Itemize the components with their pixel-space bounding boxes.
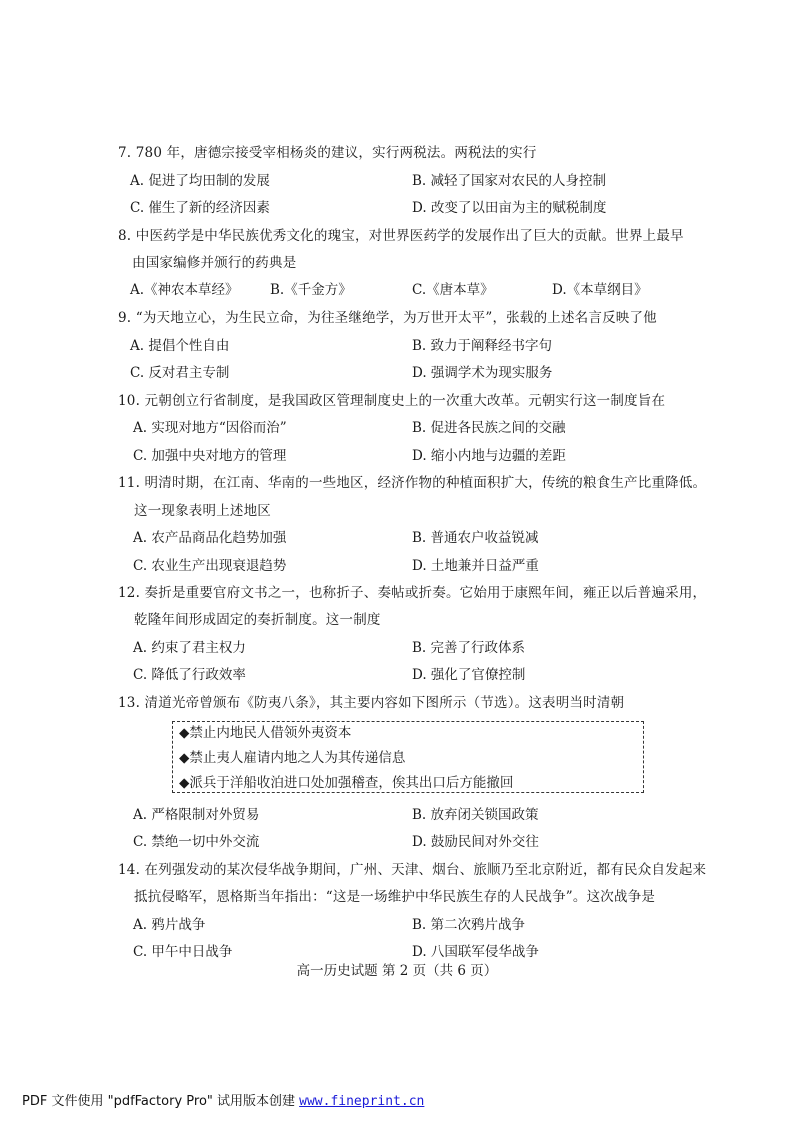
- question-8-option-a: A.《神农本草经》: [130, 282, 239, 298]
- question-11-stem-line-2: 这一现象表明上述地区: [134, 503, 271, 519]
- question-13-option-d: D. 鼓励民间对外交往: [412, 834, 539, 850]
- question-13-option-c: C. 禁绝一切中外交流: [133, 834, 260, 850]
- question-13-option-a: A. 严格限制对外贸易: [133, 807, 260, 823]
- question-7-option-c: C. 催生了新的经济因素: [130, 200, 270, 216]
- question-9-option-c: C. 反对君主专制: [130, 365, 230, 381]
- question-8-option-b: B.《千金方》: [270, 282, 352, 298]
- question-10-option-b: B. 促进各民族之间的交融: [412, 420, 566, 436]
- excerpt-line-1: ◆禁止内地民人借领外夷资本: [179, 725, 352, 741]
- question-12-option-d: D. 强化了官僚控制: [412, 667, 526, 683]
- pdf-notice: [22, 1094, 424, 1110]
- question-8-option-d: D.《本草纲目》: [552, 282, 648, 298]
- question-11-option-b: B. 普通农户收益锐减: [412, 530, 539, 546]
- question-14-stem-line-2: 抵抗侵略军，恩格斯当年指出：“这是一场维护中华民族生存的人民战争”。这次战争是: [134, 889, 656, 905]
- question-14-option-c: C. 甲午中日战争: [133, 944, 233, 960]
- pdf-notice-text: PDF 文件使用 "pdfFactory Pro" 试用版本创建: [22, 1094, 300, 1109]
- question-9-option-d: D. 强调学术为现实服务: [412, 365, 553, 381]
- excerpt-line-2: ◆禁止夷人雇请内地之人为其传递信息: [179, 750, 406, 766]
- question-8-option-c: C.《唐本草》: [412, 282, 494, 298]
- question-13-excerpt-box: [172, 721, 644, 793]
- question-7-option-b: B. 减轻了国家对农民的人身控制: [412, 173, 607, 189]
- question-9-option-a: A. 提倡个性自由: [130, 338, 230, 354]
- page-footer: 高一历史试题 第 2 页（共 6 页）: [296, 963, 498, 979]
- question-10-option-a: A. 实现对地方“因俗而治”: [133, 420, 287, 436]
- question-11-option-a: A. 农产品商品化趋势加强: [133, 530, 287, 546]
- excerpt-line-3: ◆派兵于洋船收泊进口处加强稽查，俟其出口后方能撤回: [179, 775, 514, 791]
- question-11-option-c: C. 农业生产出现衰退趋势: [133, 558, 287, 574]
- question-13-option-b: B. 放弃闭关锁国政策: [412, 807, 539, 823]
- question-7-option-d: D. 改变了以田亩为主的赋税制度: [412, 200, 607, 216]
- question-12-stem-line-2: 乾隆年间形成固定的奏折制度。这一制度: [134, 612, 381, 628]
- question-9-stem: 9. “为天地立心，为生民立命，为往圣继绝学，为万世开太平”，张载的上述名言反映了他: [118, 310, 657, 326]
- question-14-stem-line-1: 14. 在列强发动的某次侵华战争期间，广州、天津、烟台、旅顺乃至北京附近，都有民众自发起来: [118, 862, 707, 878]
- question-14-option-b: B. 第二次鸦片战争: [412, 917, 526, 933]
- question-7-option-a: A. 促进了均田制的发展: [130, 173, 270, 189]
- question-12-option-b: B. 完善了行政体系: [412, 640, 526, 656]
- question-10-stem: 10. 元朝创立行省制度，是我国政区管理制度史上的一次重大改革。元朝实行这一制度旨在: [118, 393, 666, 409]
- question-12-option-a: A. 约束了君主权力: [133, 640, 246, 656]
- question-10-option-d: D. 缩小内地与边疆的差距: [412, 448, 566, 464]
- question-14-option-a: A. 鸦片战争: [133, 917, 206, 933]
- question-13-stem: 13. 清道光帝曾颁布《防夷八条》，其主要内容如下图所示（节选）。这表明当时清朝: [118, 695, 625, 711]
- question-8-stem-line-2: 由国家编修并颁行的药典是: [132, 255, 297, 271]
- question-7-stem: 7. 780 年，唐德宗接受宰相杨炎的建议，实行两税法。两税法的实行: [118, 145, 537, 161]
- question-11-option-d: D. 土地兼并日益严重: [412, 558, 539, 574]
- question-12-option-c: C. 降低了行政效率: [133, 667, 246, 683]
- question-8-stem-line-1: 8. 中医药学是中华民族优秀文化的瑰宝，对世界医药学的发展作出了巨大的贡献。世界上最早: [118, 228, 684, 244]
- question-14-option-d: D. 八国联军侵华战争: [412, 944, 539, 960]
- fineprint-link[interactable]: www.fineprint.cn: [299, 1094, 425, 1109]
- question-10-option-c: C. 加强中央对地方的管理: [133, 448, 287, 464]
- question-12-stem-line-1: 12. 奏折是重要官府文书之一，也称折子、奏帖或折奏。它始用于康熙年间，雍正以后普遍采用，: [118, 585, 707, 601]
- question-9-option-b: B. 致力于阐释经书字句: [412, 338, 553, 354]
- question-11-stem-line-1: 11. 明清时期，在江南、华南的一些地区，经济作物的种植面积扩大，传统的粮食生产比重降低。: [118, 475, 707, 491]
